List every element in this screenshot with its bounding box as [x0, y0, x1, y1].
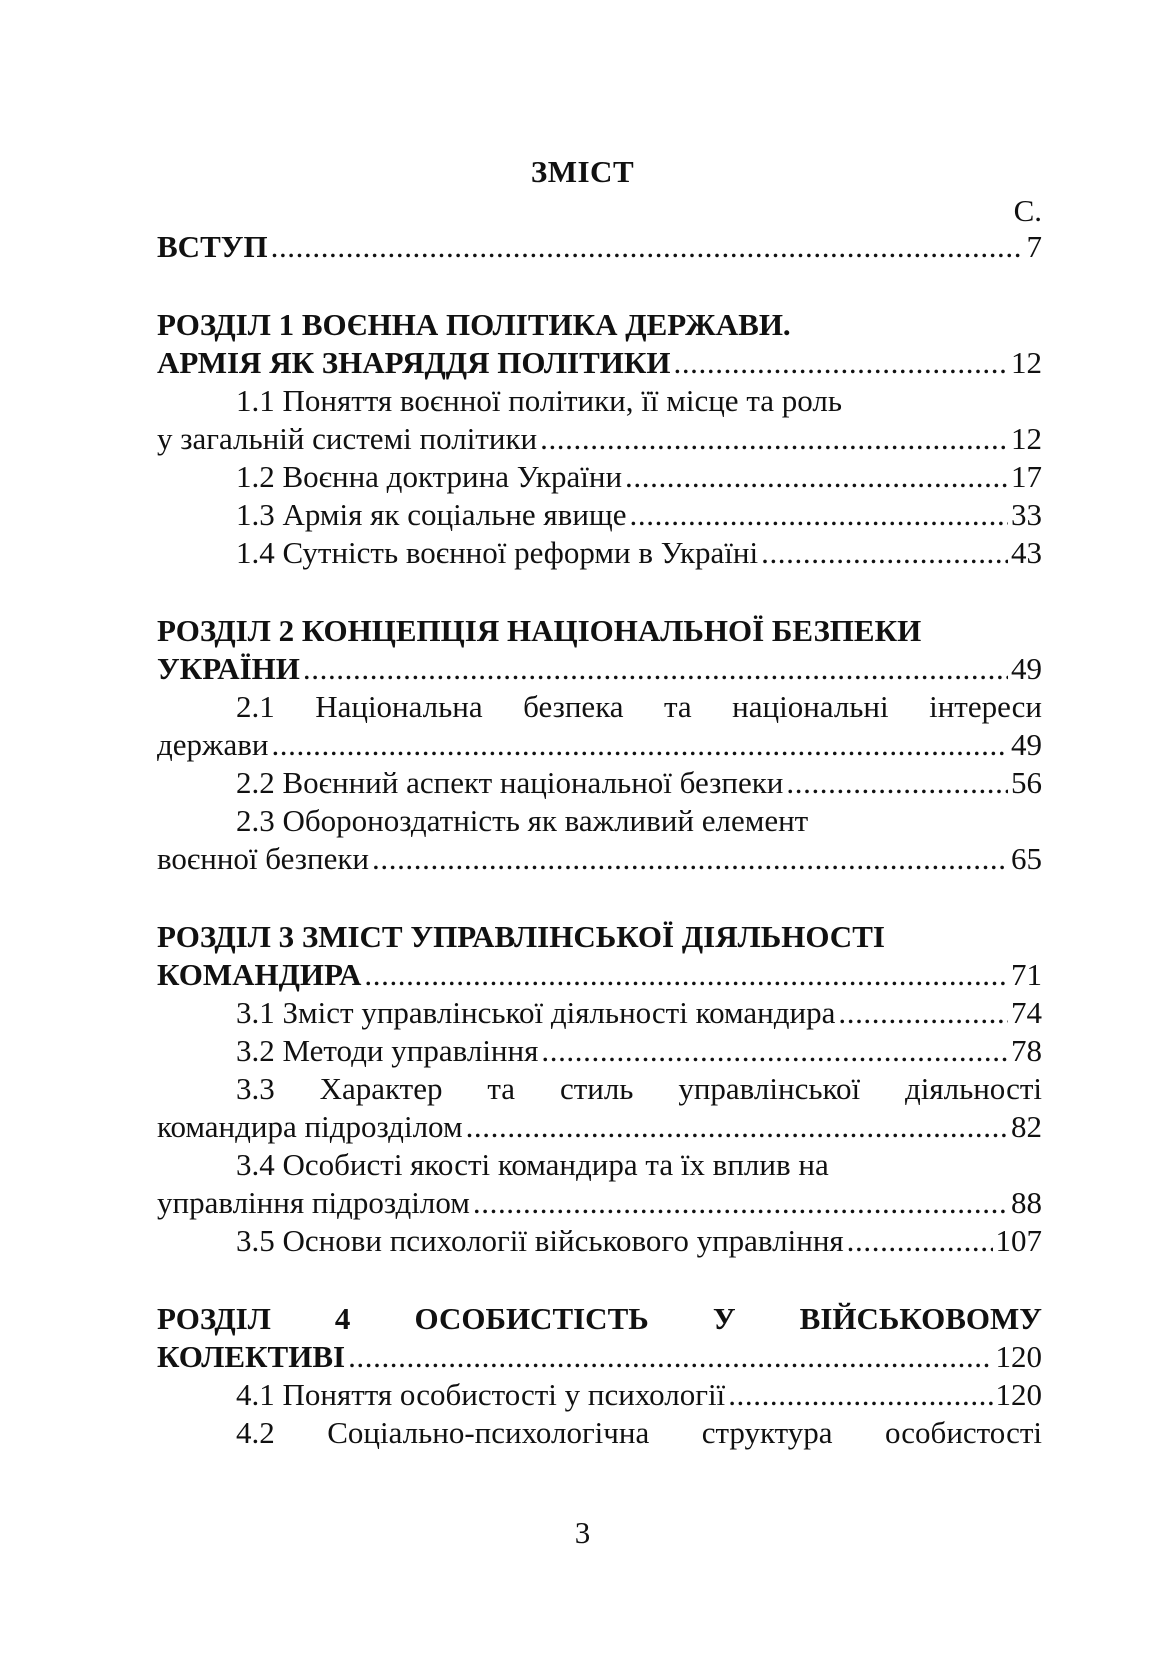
toc-entry-1-2[interactable]: 1.2 Воєнна доктрина України ..... 17	[157, 458, 1042, 496]
toc-entry-3-4-line2[interactable]: управління підрозділом ..... 88	[157, 1184, 1042, 1222]
section1-heading-line1[interactable]: РОЗДІЛ 1 ВОЄННА ПОЛІТИКА ДЕРЖАВИ.	[157, 307, 791, 342]
page-column-header: С.	[1013, 193, 1042, 228]
dot-leader	[847, 1222, 993, 1260]
toc-page-number: 12	[1011, 421, 1042, 456]
dot-leader	[303, 650, 1008, 688]
toc-entry-2-3-line2[interactable]: воєнної безпеки ..... 65	[157, 840, 1042, 878]
table-of-contents	[157, 228, 1042, 1452]
page-number: 3	[574, 1515, 591, 1550]
section4-heading-line1[interactable]: РОЗДІЛ 4 ОСОБИСТІСТЬ У ВІЙСЬКОВОМУ	[157, 1301, 1042, 1336]
toc-entry-4-2-line1[interactable]: 4.2 Соціально-психологічна структура особистості	[236, 1415, 1042, 1450]
dot-leader	[473, 1184, 1008, 1222]
section2-heading-line2[interactable]: УКРАЇНИ ..... 49	[157, 650, 1042, 688]
dot-leader	[728, 1376, 992, 1414]
dot-leader	[630, 496, 1008, 534]
toc-page-number: 120	[995, 1377, 1042, 1412]
toc-page-number: 17	[1011, 459, 1042, 494]
toc-page-number: 107	[995, 1223, 1042, 1258]
dot-leader	[271, 228, 1024, 266]
dot-leader	[372, 840, 1008, 878]
toc-page-number: 49	[1011, 651, 1042, 686]
page-title: ЗМІСТ	[530, 154, 635, 189]
toc-entry-3-4-line1[interactable]: 3.4 Особисті якості командира та їх вплив на	[236, 1147, 829, 1182]
dot-leader	[348, 1338, 992, 1376]
toc-entry-3-3-line2[interactable]: командира підрозділом ..... 82	[157, 1108, 1042, 1146]
toc-page-number: 65	[1011, 841, 1042, 876]
section3-heading-line2[interactable]: КОМАНДИРА ..... 71	[157, 956, 1042, 994]
toc-entry-4-1[interactable]: 4.1 Поняття особистості у психології ..... 120	[157, 1376, 1042, 1414]
toc-page-number: 56	[1011, 765, 1042, 800]
toc-entry-intro[interactable]: ВСТУП ..... 7	[157, 228, 1042, 266]
toc-page-number: 78	[1011, 1033, 1042, 1068]
toc-entry-1-4[interactable]: 1.4 Сутність воєнної реформи в Україні ..... 43	[157, 534, 1042, 572]
dot-leader	[625, 458, 1008, 496]
toc-entry-1-1-line1[interactable]: 1.1 Поняття воєнної політики, її місце та роль	[236, 383, 842, 418]
dot-leader	[466, 1108, 1008, 1146]
toc-page-number: 71	[1011, 957, 1042, 992]
section3-heading-line1[interactable]: РОЗДІЛ 3 ЗМІСТ УПРАВЛІНСЬКОЇ ДІЯЛЬНОСТІ	[157, 919, 885, 954]
toc-page-number: 12	[1011, 345, 1042, 380]
toc-entry-1-3[interactable]: 1.3 Армія як соціальне явище ..... 33	[157, 496, 1042, 534]
toc-entry-2-1-line2[interactable]: держави ..... 49	[157, 726, 1042, 764]
toc-entry-2-3-line1[interactable]: 2.3 Обороноздатність як важливий елемент	[236, 803, 809, 838]
dot-leader	[838, 994, 1008, 1032]
section2-heading-line1[interactable]: РОЗДІЛ 2 КОНЦЕПЦІЯ НАЦІОНАЛЬНОЇ БЕЗПЕКИ	[157, 613, 922, 648]
dot-leader	[761, 534, 1008, 572]
toc-page-number: 7	[1026, 229, 1042, 264]
dot-leader	[271, 726, 1008, 764]
toc-entry-3-2[interactable]: 3.2 Методи управління ..... 78	[157, 1032, 1042, 1070]
toc-entry-1-1-line2[interactable]: у загальній системі політики ..... 12	[157, 420, 1042, 458]
section4-heading-line2[interactable]: КОЛЕКТИВІ ..... 120	[157, 1338, 1042, 1376]
dot-leader	[540, 420, 1008, 458]
dot-leader	[541, 1032, 1008, 1070]
dot-leader	[673, 344, 1008, 382]
toc-entry-3-5[interactable]: 3.5 Основи психології військового управління ..... 107	[157, 1222, 1042, 1260]
toc-page-number: 33	[1011, 497, 1042, 532]
toc-entry-3-3-line1[interactable]: 3.3 Характер та стиль управлінської діяльності	[236, 1071, 1042, 1106]
toc-page-number: 82	[1011, 1109, 1042, 1144]
toc-page-number: 74	[1011, 995, 1042, 1030]
toc-page-number: 88	[1011, 1185, 1042, 1220]
toc-page-number: 49	[1011, 727, 1042, 762]
toc-entry-2-2[interactable]: 2.2 Воєнний аспект національної безпеки ..... 56	[157, 764, 1042, 802]
toc-entry-2-1-line1[interactable]: 2.1 Національна безпека та національні інтереси	[236, 689, 1042, 724]
toc-page-number: 120	[995, 1339, 1042, 1374]
toc-page-number: 43	[1011, 535, 1042, 570]
section1-heading-line2[interactable]: АРМІЯ ЯК ЗНАРЯДДЯ ПОЛІТИКИ ..... 12	[157, 344, 1042, 382]
dot-leader	[786, 764, 1008, 802]
toc-entry-3-1[interactable]: 3.1 Зміст управлінської діяльності командира ..... 74	[157, 994, 1042, 1032]
dot-leader	[364, 956, 1008, 994]
